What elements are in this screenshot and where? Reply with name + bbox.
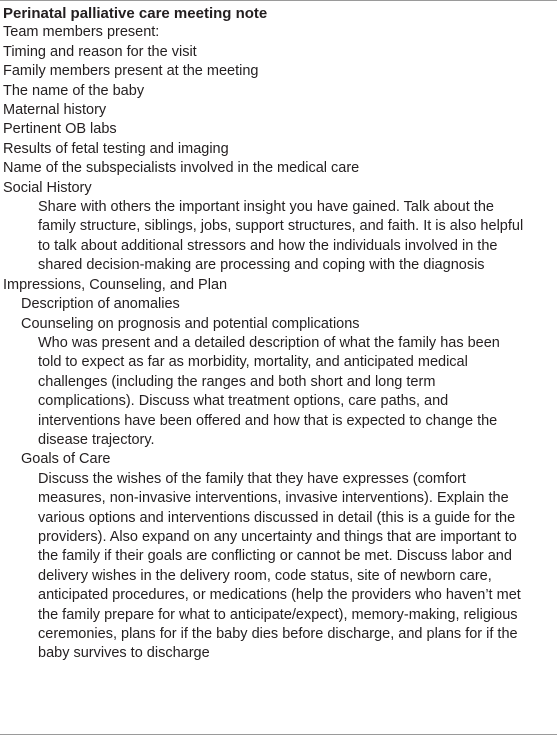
item-maternal-history: Maternal history: [3, 102, 107, 119]
note-title: Perinatal palliative care meeting note: [3, 5, 268, 22]
item-team-members: Team members present:: [3, 24, 160, 41]
counseling-heading: Counseling on prognosis and potential complications: [21, 315, 360, 332]
goals-text-line: ceremonies, plans for if the baby dies before discharge, and plans for if the: [38, 626, 518, 642]
item-baby-name: The name of the baby: [3, 82, 145, 99]
impressions-heading: Impressions, Counseling, and Plan: [3, 276, 228, 293]
goals-text-line: measures, non-invasive interventions, invasive interventions). Explain the: [38, 490, 509, 507]
item-timing-reason: Timing and reason for the visit: [3, 43, 197, 60]
social-history-text-line: Share with others the important insight you have gained. Talk about the: [38, 199, 494, 216]
goals-heading: Goals of Care: [21, 451, 111, 468]
goals-text-line: delivery wishes in the delivery room, code status, site of newborn care,: [38, 567, 492, 584]
social-history-text-line: shared decision-making are processing and coping with the diagnosis: [38, 257, 485, 274]
item-social-history: Social History: [3, 179, 92, 196]
counseling-text-line: complications). Discuss what treatment options, care paths, and: [38, 393, 449, 410]
goals-text-line: baby survives to discharge: [38, 645, 210, 662]
goals-text-line: providers). Also expand on any uncertainty and things that are important to: [38, 528, 517, 545]
social-history-text-line: to talk about additional stressors and how the individuals involved in the: [38, 237, 498, 254]
counseling-text-line: told to expect as far as morbidity, mortality, and anticipated medical: [38, 354, 468, 371]
item-subspecialists: Name of the subspecialists involved in the medical care: [3, 160, 360, 177]
counseling-text-line: challenges (including the ranges and both short and long term: [38, 373, 436, 390]
item-ob-labs: Pertinent OB labs: [3, 121, 117, 138]
goals-text-line: Discuss the wishes of the family that they have expresses (comfort: [38, 470, 466, 487]
goals-text-line: the family if their goals are conflicting or cannot be met. Discuss labor and: [38, 548, 512, 565]
description-heading: Description of anomalies: [21, 296, 180, 313]
goals-text-line: various options and interventions discussed in detail (this is a guide for the: [38, 509, 516, 526]
goals-text-line: the family prepare for what to anticipate/expect), memory-making, religious: [38, 606, 518, 623]
counseling-text-line: Who was present and a detailed description of what the family has been: [38, 334, 500, 351]
counseling-text-line: interventions have been offered and how that is expected to change the: [38, 412, 498, 429]
counseling-text-line: disease trajectory.: [38, 431, 155, 448]
item-family-members: Family members present at the meeting: [3, 63, 259, 80]
social-history-text-line: family structure, siblings, jobs, support structures, and faith. It is also helpful: [38, 218, 524, 235]
item-fetal-testing: Results of fetal testing and imaging: [3, 140, 229, 157]
goals-text-line: anticipated procedures, or medications (help the providers who haven’t met: [38, 587, 521, 604]
